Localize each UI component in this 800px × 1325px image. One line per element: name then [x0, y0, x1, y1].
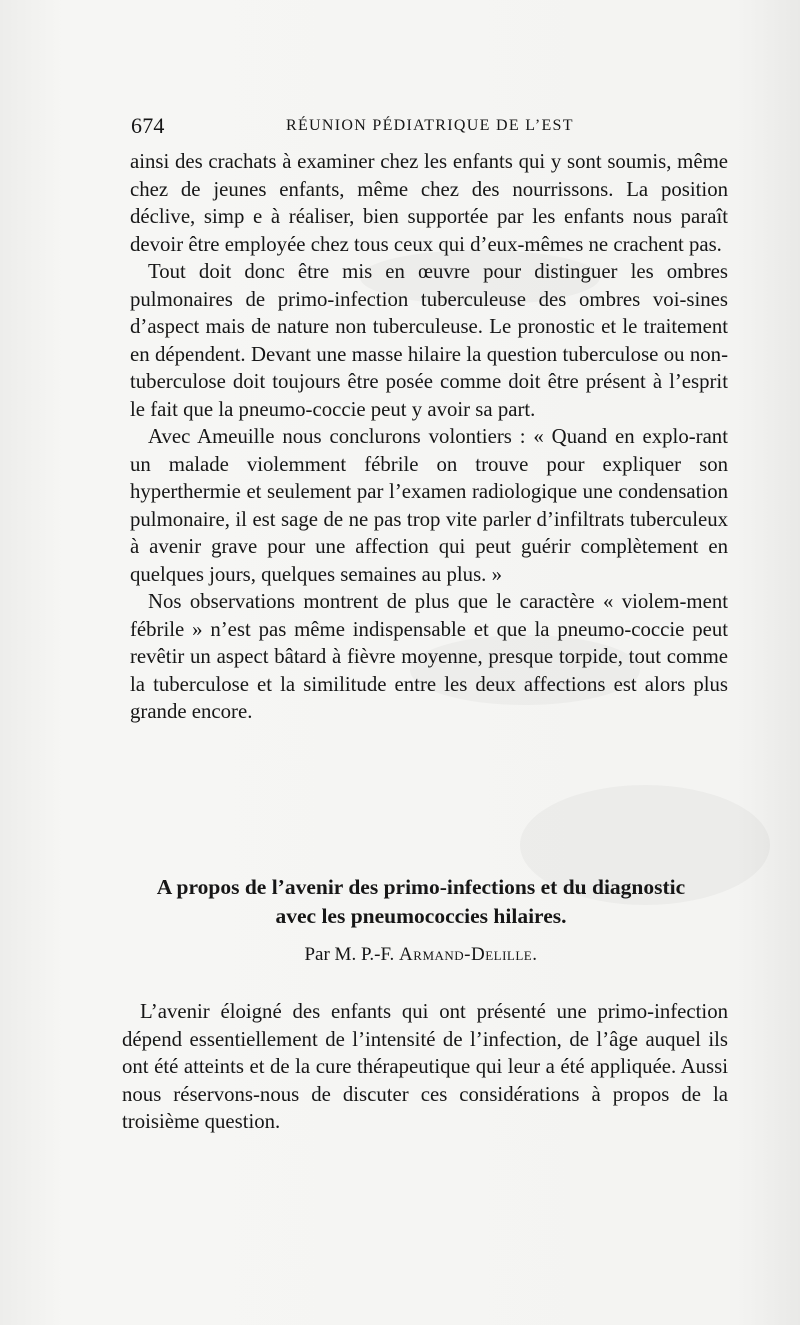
page-header — [131, 113, 731, 143]
section-title-line-2: avec les pneumococcies hilaires. — [275, 904, 567, 928]
main-text — [130, 148, 728, 726]
closing-paragraph: L’avenir éloigné des enfants qui ont présenté une primo-infection dépend essentiellement de l’intensité de l’infection, de l’âge auquel ils ont été atteints et de la cure thérapeutique qui leur a été appliquée. Aussi nous réservons-nous de discuter ces considérations à propos de la troisième question. — [122, 1000, 728, 1133]
section-heading — [105, 873, 737, 967]
author-prefix: Par M. P.-F. — [304, 944, 395, 965]
paragraph-continuation: ainsi des crachats à examiner chez les enfants qui y sont soumis, même chez de jeunes enfants, même chez des nourrissons. La position déclive, simp e à réaliser, bien supportée par les enfants nous paraît devoir être employée chez tous ceux qui d’eux-mêmes ne crachent pas. — [130, 150, 728, 256]
closing-text — [122, 998, 728, 1136]
page-number: 674 — [131, 113, 165, 138]
section-title-line-1: A propos de l’avenir des primo-infections et du diagnostic — [156, 875, 686, 899]
paragraph-ameuille-quote: Avec Ameuille nous conclurons volontiers : « Quand en explo-rant un malade violemment fébrile on trouve pour expliquer son hyperthermie et seulement par l’examen radiologique une condensation pulmonaire, il est sage de ne pas trop vite parler d’infiltrats tuberculeux à avenir grave pour une affection qui peut guérir complètement en quelques jours, quelques semaines au plus. » — [130, 425, 728, 586]
running-head: RÉUNION PÉDIATRIQUE DE L’EST — [286, 117, 574, 134]
author-line — [105, 943, 737, 967]
paragraph-distinguish-shadows: Tout doit donc être mis en œuvre pour distinguer les ombres pulmonaires de primo-infection tuberculeuse des ombres voi-sines d’aspect mais de nature non tuberculeuse. Le pronostic et le traitement en dépendent. Devant une masse hilaire la question tuberculose ou non-tuberculose doit toujours être posée comme doit être présent à l’esprit le fait que la pneumo-coccie peut y avoir sa part. — [130, 260, 728, 421]
author-name: Armand-Delille. — [399, 944, 538, 965]
paragraph-observations: Nos observations montrent de plus que le caractère « violem-ment fébrile » n’est pas même indispensable et que la pneumo-coccie peut revêtir un aspect bâtard à fièvre moyenne, presque torpide, tout comme la tuberculose et la similitude entre les deux affections est alors plus grande encore. — [130, 590, 728, 723]
